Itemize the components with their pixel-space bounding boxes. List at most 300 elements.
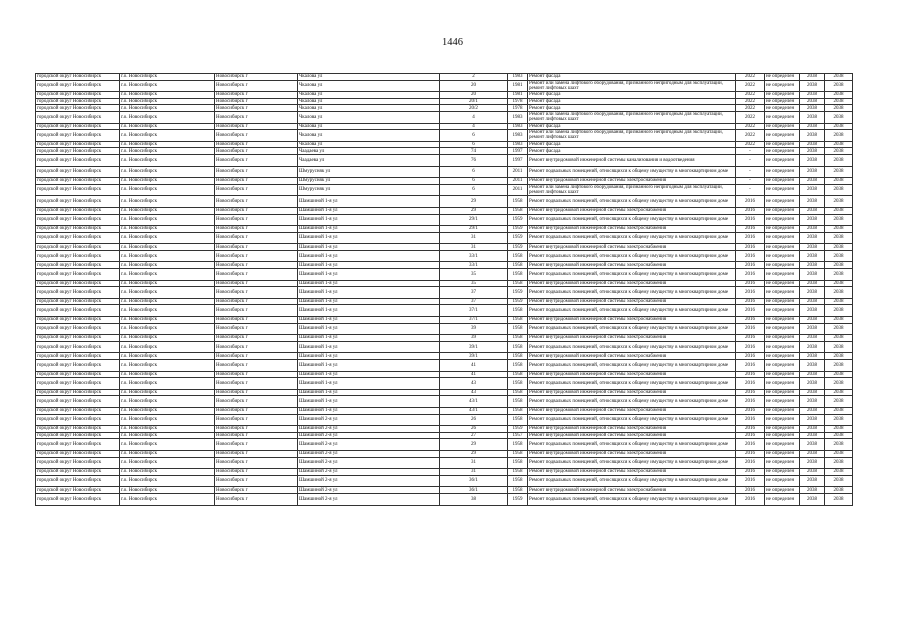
table-row	[36, 154, 853, 166]
cell-period-end: 2038	[825, 166, 853, 178]
cell-period-end: 2038	[825, 475, 853, 487]
cell-status: не определен	[765, 396, 800, 408]
cell-gorod: г.о. Новосибирск	[120, 389, 215, 396]
cell-settlement: Новосибирск г	[215, 396, 298, 408]
cell-status: не определен	[765, 414, 800, 426]
cell-plan-year: 2016	[736, 269, 765, 281]
cell-house: 26	[440, 426, 508, 433]
cell-period-start: 2038	[800, 74, 825, 81]
cell-work-type: Ремонт подвальных помещений, относящихся к общему имуществу в многоквартирном доме	[528, 305, 736, 317]
cell-house: 39/1	[440, 341, 508, 353]
cell-period-start: 2038	[800, 396, 825, 408]
cell-house: 43	[440, 389, 508, 396]
cell-okrug: городской округ Новосибирск	[36, 184, 120, 196]
table-row	[36, 493, 853, 505]
cell-status: не определен	[765, 450, 800, 457]
cell-status: не определен	[765, 166, 800, 178]
cell-work-type: Ремонт внутридомовой инженерной системы электроснабжения	[528, 280, 736, 287]
cell-period-end: 2038	[825, 80, 853, 92]
cell-period-start: 2038	[800, 207, 825, 214]
cell-house: 29	[440, 196, 508, 208]
cell-period-start: 2038	[800, 80, 825, 92]
cell-period-start: 2038	[800, 475, 825, 487]
cell-year: 1958	[508, 457, 528, 469]
cell-work-type: Ремонт внутридомовой инженерной системы электроснабжения	[528, 244, 736, 251]
cell-gorod: г.о. Новосибирск	[120, 148, 215, 155]
cell-street: Шамшиной 1-я ул	[298, 226, 440, 233]
cell-year: 1958	[508, 371, 528, 378]
cell-house: 43/1	[440, 407, 508, 414]
cell-gorod: г.о. Новосибирск	[120, 280, 215, 287]
cell-plan-year: 2016	[736, 360, 765, 372]
cell-year: 1997	[508, 148, 528, 155]
cell-house: 41	[440, 371, 508, 378]
cell-period-start: 2038	[800, 111, 825, 123]
cell-status: не определен	[765, 287, 800, 299]
cell-plan-year: 2016	[736, 250, 765, 262]
cell-street: Шамшиной 1-я ул	[298, 323, 440, 335]
cell-period-end: 2038	[825, 141, 853, 148]
cell-status: не определен	[765, 98, 800, 105]
table-row	[36, 184, 853, 196]
cell-house: 31	[440, 244, 508, 251]
table-row	[36, 269, 853, 281]
cell-period-start: 2038	[800, 287, 825, 299]
cell-okrug: городской округ Новосибирск	[36, 323, 120, 335]
cell-street: Чаадаева ул	[298, 148, 440, 155]
cell-work-type: Ремонт фасада	[528, 92, 736, 99]
cell-street: Шмурусняк ул	[298, 178, 440, 185]
cell-house: 20	[440, 92, 508, 99]
cell-street: Чкалова ул	[298, 80, 440, 92]
table-row	[36, 111, 853, 123]
cell-gorod: г.о. Новосибирск	[120, 80, 215, 92]
cell-gorod: г.о. Новосибирск	[120, 335, 215, 342]
cell-period-start: 2038	[800, 469, 825, 476]
cell-period-start: 2038	[800, 130, 825, 142]
cell-status: не определен	[765, 74, 800, 81]
cell-okrug: городской округ Новосибирск	[36, 74, 120, 81]
cell-work-type: Ремонт фасада	[528, 105, 736, 112]
cell-street: Шамшиной 1-я ул	[298, 371, 440, 378]
cell-okrug: городской округ Новосибирск	[36, 432, 120, 439]
cell-settlement: Новосибирск г	[215, 123, 298, 130]
cell-period-end: 2038	[825, 226, 853, 233]
cell-house: 26	[440, 414, 508, 426]
cell-work-type: Ремонт фасада	[528, 123, 736, 130]
table-row	[36, 207, 853, 214]
cell-work-type: Ремонт внутридомовой инженерной системы электроснабжения	[528, 262, 736, 269]
cell-house: 6	[440, 130, 508, 142]
cell-plan-year: -	[736, 148, 765, 155]
cell-settlement: Новосибирск г	[215, 74, 298, 81]
cell-status: не определен	[765, 280, 800, 287]
cell-house: 31	[440, 469, 508, 476]
table-row	[36, 414, 853, 426]
repair-schedule-table	[35, 73, 853, 506]
cell-house: 39	[440, 323, 508, 335]
table-row	[36, 148, 853, 155]
cell-year: 1958	[508, 450, 528, 457]
cell-work-type: Ремонт подвальных помещений, относящихся к общему имуществу в многоквартирном доме	[528, 166, 736, 178]
cell-street: Шамшиной 1-я ул	[298, 280, 440, 287]
cell-gorod: г.о. Новосибирск	[120, 154, 215, 166]
cell-okrug: городской округ Новосибирск	[36, 389, 120, 396]
cell-house: 27	[440, 432, 508, 439]
cell-status: не определен	[765, 439, 800, 451]
cell-year: 1958	[508, 439, 528, 451]
cell-year: 1959	[508, 232, 528, 244]
cell-work-type: Ремонт внутридомовой инженерной системы электроснабжения	[528, 335, 736, 342]
cell-okrug: городской округ Новосибирск	[36, 130, 120, 142]
cell-period-end: 2038	[825, 298, 853, 305]
cell-okrug: городской округ Новосибирск	[36, 341, 120, 353]
cell-settlement: Новосибирск г	[215, 360, 298, 372]
cell-settlement: Новосибирск г	[215, 232, 298, 244]
cell-plan-year: 2016	[736, 407, 765, 414]
cell-gorod: г.о. Новосибирск	[120, 196, 215, 208]
cell-house: 29	[440, 439, 508, 451]
cell-period-start: 2038	[800, 269, 825, 281]
cell-okrug: городской округ Новосибирск	[36, 335, 120, 342]
table-row	[36, 244, 853, 251]
cell-year: 1958	[508, 469, 528, 476]
cell-gorod: г.о. Новосибирск	[120, 414, 215, 426]
table-row	[36, 360, 853, 372]
cell-street: Шамшиной 1-я ул	[298, 232, 440, 244]
cell-house: 33/1	[440, 262, 508, 269]
cell-street: Шамшиной 1-я ул	[298, 360, 440, 372]
cell-period-start: 2038	[800, 184, 825, 196]
cell-house: 37	[440, 298, 508, 305]
table-row	[36, 389, 853, 396]
cell-okrug: городской округ Новосибирск	[36, 250, 120, 262]
cell-settlement: Новосибирск г	[215, 450, 298, 457]
cell-period-end: 2038	[825, 74, 853, 81]
table-row	[36, 232, 853, 244]
cell-okrug: городской округ Новосибирск	[36, 226, 120, 233]
cell-gorod: г.о. Новосибирск	[120, 450, 215, 457]
cell-settlement: Новосибирск г	[215, 305, 298, 317]
cell-plan-year: 2016	[736, 287, 765, 299]
cell-year: 1959	[508, 214, 528, 226]
cell-status: не определен	[765, 92, 800, 99]
cell-work-type: Ремонт подвальных помещений, относящихся к общему имуществу в многоквартирном доме	[528, 396, 736, 408]
table-row	[36, 92, 853, 99]
cell-period-end: 2038	[825, 371, 853, 378]
cell-okrug: городской округ Новосибирск	[36, 178, 120, 185]
cell-street: Шамшиной 2-я ул	[298, 487, 440, 494]
cell-plan-year: 2022	[736, 92, 765, 99]
cell-plan-year: 2016	[736, 207, 765, 214]
cell-okrug: городской округ Новосибирск	[36, 469, 120, 476]
cell-settlement: Новосибирск г	[215, 317, 298, 324]
cell-work-type: Ремонт внутридомовой инженерной системы электроснабжения	[528, 353, 736, 360]
cell-period-start: 2038	[800, 226, 825, 233]
cell-gorod: г.о. Новосибирск	[120, 250, 215, 262]
cell-plan-year: 2016	[736, 439, 765, 451]
cell-house: 6	[440, 166, 508, 178]
cell-house: 76	[440, 154, 508, 166]
cell-plan-year: 2016	[736, 262, 765, 269]
table-row	[36, 371, 853, 378]
cell-period-start: 2038	[800, 335, 825, 342]
cell-work-type: Ремонт внутридомовой инженерной системы электроснабжения	[528, 389, 736, 396]
cell-gorod: г.о. Новосибирск	[120, 378, 215, 390]
cell-period-start: 2038	[800, 250, 825, 262]
cell-period-end: 2038	[825, 341, 853, 353]
cell-street: Шамшиной 2-я ул	[298, 469, 440, 476]
cell-status: не определен	[765, 154, 800, 166]
cell-okrug: городской округ Новосибирск	[36, 317, 120, 324]
table-row	[36, 74, 853, 81]
cell-period-start: 2038	[800, 323, 825, 335]
cell-work-type: Ремонт или замена лифтового оборудования, признанного непригодным для эксплуатации, ремонт лифтовых шахт	[528, 111, 736, 123]
table-row	[36, 226, 853, 233]
cell-year: 1959	[508, 298, 528, 305]
cell-plan-year: -	[736, 154, 765, 166]
cell-gorod: г.о. Новосибирск	[120, 407, 215, 414]
cell-settlement: Новосибирск г	[215, 487, 298, 494]
cell-year: 1983	[508, 130, 528, 142]
cell-gorod: г.о. Новосибирск	[120, 105, 215, 112]
cell-plan-year: 2016	[736, 280, 765, 287]
cell-okrug: городской округ Новосибирск	[36, 407, 120, 414]
cell-period-end: 2038	[825, 184, 853, 196]
cell-okrug: городской округ Новосибирск	[36, 493, 120, 505]
cell-settlement: Новосибирск г	[215, 184, 298, 196]
cell-plan-year: 2016	[736, 244, 765, 251]
cell-plan-year: 2016	[736, 378, 765, 390]
cell-year: 1958	[508, 280, 528, 287]
cell-settlement: Новосибирск г	[215, 414, 298, 426]
cell-period-start: 2038	[800, 414, 825, 426]
cell-settlement: Новосибирск г	[215, 111, 298, 123]
cell-year: 1958	[508, 414, 528, 426]
cell-work-type: Ремонт подвальных помещений, относящихся к общему имуществу в многоквартирном доме	[528, 493, 736, 505]
cell-street: Шамшиной 2-я ул	[298, 450, 440, 457]
cell-work-type: Ремонт подвальных помещений, относящихся к общему имуществу в многоквартирном доме	[528, 196, 736, 208]
cell-period-end: 2038	[825, 469, 853, 476]
cell-settlement: Новосибирск г	[215, 214, 298, 226]
cell-status: не определен	[765, 378, 800, 390]
cell-period-end: 2038	[825, 280, 853, 287]
cell-year: 1957	[508, 432, 528, 439]
cell-period-end: 2038	[825, 414, 853, 426]
cell-street: Шамшиной 1-я ул	[298, 396, 440, 408]
cell-gorod: г.о. Новосибирск	[120, 226, 215, 233]
cell-work-type: Ремонт внутридомовой инженерной системы электроснабжения	[528, 317, 736, 324]
cell-settlement: Новосибирск г	[215, 148, 298, 155]
cell-plan-year: 2022	[736, 74, 765, 81]
cell-settlement: Новосибирск г	[215, 353, 298, 360]
cell-status: не определен	[765, 214, 800, 226]
cell-status: не определен	[765, 426, 800, 433]
cell-period-start: 2038	[800, 389, 825, 396]
cell-plan-year: 2016	[736, 341, 765, 353]
cell-street: Чкалова ул	[298, 111, 440, 123]
cell-house: 4	[440, 111, 508, 123]
table-row	[36, 439, 853, 451]
table-row	[36, 141, 853, 148]
cell-okrug: городской округ Новосибирск	[36, 111, 120, 123]
cell-gorod: г.о. Новосибирск	[120, 432, 215, 439]
cell-house: 39	[440, 335, 508, 342]
cell-work-type: Ремонт внутридомовой инженерной системы электроснабжения	[528, 426, 736, 433]
cell-year: 1959	[508, 226, 528, 233]
cell-house: 38	[440, 493, 508, 505]
cell-settlement: Новосибирск г	[215, 371, 298, 378]
cell-period-end: 2038	[825, 232, 853, 244]
cell-period-end: 2038	[825, 148, 853, 155]
cell-status: не определен	[765, 269, 800, 281]
cell-work-type: Ремонт внутридомовой инженерной системы электроснабжения	[528, 178, 736, 185]
cell-street: Чкалова ул	[298, 98, 440, 105]
cell-gorod: г.о. Новосибирск	[120, 341, 215, 353]
cell-plan-year: 2016	[736, 226, 765, 233]
cell-settlement: Новосибирск г	[215, 341, 298, 353]
cell-street: Шамшиной 1-я ул	[298, 353, 440, 360]
cell-period-start: 2038	[800, 232, 825, 244]
cell-period-start: 2038	[800, 105, 825, 112]
cell-house: 41	[440, 360, 508, 372]
cell-house: 20/2	[440, 105, 508, 112]
cell-period-start: 2038	[800, 487, 825, 494]
cell-settlement: Новосибирск г	[215, 432, 298, 439]
cell-okrug: городской округ Новосибирск	[36, 154, 120, 166]
cell-year: 1959	[508, 287, 528, 299]
cell-year: 1958	[508, 262, 528, 269]
table-row	[36, 98, 853, 105]
cell-okrug: городской округ Новосибирск	[36, 166, 120, 178]
cell-period-start: 2038	[800, 262, 825, 269]
cell-period-end: 2038	[825, 207, 853, 214]
cell-gorod: г.о. Новосибирск	[120, 426, 215, 433]
cell-settlement: Новосибирск г	[215, 426, 298, 433]
cell-gorod: г.о. Новосибирск	[120, 232, 215, 244]
cell-plan-year: 2016	[736, 414, 765, 426]
cell-settlement: Новосибирск г	[215, 407, 298, 414]
cell-status: не определен	[765, 148, 800, 155]
cell-work-type: Ремонт подвальных помещений, относящихся к общему имуществу в многоквартирном доме	[528, 378, 736, 390]
cell-settlement: Новосибирск г	[215, 141, 298, 148]
cell-work-type: Ремонт внутридомовой инженерной системы электроснабжения	[528, 371, 736, 378]
cell-plan-year: 2016	[736, 457, 765, 469]
cell-work-type: Ремонт или замена лифтового оборудования, признанного непригодным для эксплуатации, ремонт лифтовых шахт	[528, 130, 736, 142]
cell-settlement: Новосибирск г	[215, 166, 298, 178]
cell-okrug: городской округ Новосибирск	[36, 457, 120, 469]
table-row	[36, 298, 853, 305]
cell-work-type: Ремонт фасада	[528, 148, 736, 155]
cell-house: 20/1	[440, 98, 508, 105]
cell-okrug: городской округ Новосибирск	[36, 378, 120, 390]
cell-settlement: Новосибирск г	[215, 298, 298, 305]
cell-house: 29	[440, 207, 508, 214]
cell-street: Шамшиной 1-я ул	[298, 341, 440, 353]
cell-street: Шамшиной 2-я ул	[298, 432, 440, 439]
cell-house: 4	[440, 123, 508, 130]
table-row	[36, 457, 853, 469]
cell-gorod: г.о. Новосибирск	[120, 360, 215, 372]
cell-okrug: городской округ Новосибирск	[36, 487, 120, 494]
cell-gorod: г.о. Новосибирск	[120, 130, 215, 142]
cell-okrug: городской округ Новосибирск	[36, 98, 120, 105]
cell-plan-year: 2022	[736, 123, 765, 130]
cell-house: 29	[440, 450, 508, 457]
cell-status: не определен	[765, 323, 800, 335]
cell-settlement: Новосибирск г	[215, 457, 298, 469]
cell-year: 1958	[508, 207, 528, 214]
cell-plan-year: 2022	[736, 111, 765, 123]
cell-street: Чкалова ул	[298, 105, 440, 112]
cell-work-type: Ремонт подвальных помещений, относящихся к общему имуществу в многоквартирном доме	[528, 341, 736, 353]
cell-period-end: 2038	[825, 353, 853, 360]
cell-period-end: 2038	[825, 111, 853, 123]
cell-settlement: Новосибирск г	[215, 178, 298, 185]
cell-period-end: 2038	[825, 250, 853, 262]
cell-year: 1958	[508, 487, 528, 494]
cell-plan-year: 2016	[736, 353, 765, 360]
cell-period-end: 2038	[825, 92, 853, 99]
cell-okrug: городской округ Новосибирск	[36, 105, 120, 112]
cell-street: Шамшиной 2-я ул	[298, 439, 440, 451]
cell-house: 37/1	[440, 317, 508, 324]
table-row	[36, 123, 853, 130]
cell-street: Шамшиной 1-я ул	[298, 298, 440, 305]
cell-status: не определен	[765, 105, 800, 112]
table-row	[36, 323, 853, 335]
cell-settlement: Новосибирск г	[215, 469, 298, 476]
table-row	[36, 105, 853, 112]
cell-period-start: 2038	[800, 123, 825, 130]
cell-settlement: Новосибирск г	[215, 207, 298, 214]
cell-year: 1958	[508, 341, 528, 353]
cell-period-start: 2038	[800, 360, 825, 372]
cell-work-type: Ремонт подвальных помещений, относящихся к общему имуществу в многоквартирном доме	[528, 360, 736, 372]
cell-year: 1958	[508, 335, 528, 342]
cell-house: 36/1	[440, 475, 508, 487]
cell-okrug: городской округ Новосибирск	[36, 232, 120, 244]
cell-house: 35	[440, 269, 508, 281]
cell-settlement: Новосибирск г	[215, 439, 298, 451]
cell-work-type: Ремонт внутридомовой инженерной системы электроснабжения	[528, 487, 736, 494]
cell-work-type: Ремонт фасада	[528, 98, 736, 105]
cell-plan-year: -	[736, 184, 765, 196]
cell-period-start: 2038	[800, 450, 825, 457]
cell-gorod: г.о. Новосибирск	[120, 457, 215, 469]
cell-plan-year: 2022	[736, 98, 765, 105]
cell-gorod: г.о. Новосибирск	[120, 141, 215, 148]
cell-status: не определен	[765, 457, 800, 469]
cell-work-type: Ремонт подвальных помещений, относящихся к общему имуществу в многоквартирном доме	[528, 439, 736, 451]
table-row	[36, 407, 853, 414]
cell-year: 1958	[508, 389, 528, 396]
cell-gorod: г.о. Новосибирск	[120, 92, 215, 99]
cell-period-end: 2038	[825, 105, 853, 112]
cell-period-end: 2038	[825, 389, 853, 396]
cell-house: 6	[440, 141, 508, 148]
cell-house: 31	[440, 232, 508, 244]
cell-work-type: Ремонт подвальных помещений, относящихся к общему имуществу в многоквартирном доме	[528, 250, 736, 262]
cell-settlement: Новосибирск г	[215, 262, 298, 269]
cell-gorod: г.о. Новосибирск	[120, 244, 215, 251]
cell-period-end: 2038	[825, 305, 853, 317]
cell-status: не определен	[765, 341, 800, 353]
cell-street: Шамшиной 1-я ул	[298, 262, 440, 269]
cell-settlement: Новосибирск г	[215, 92, 298, 99]
cell-street: Шамшиной 1-я ул	[298, 389, 440, 396]
cell-year: 1981	[508, 92, 528, 99]
